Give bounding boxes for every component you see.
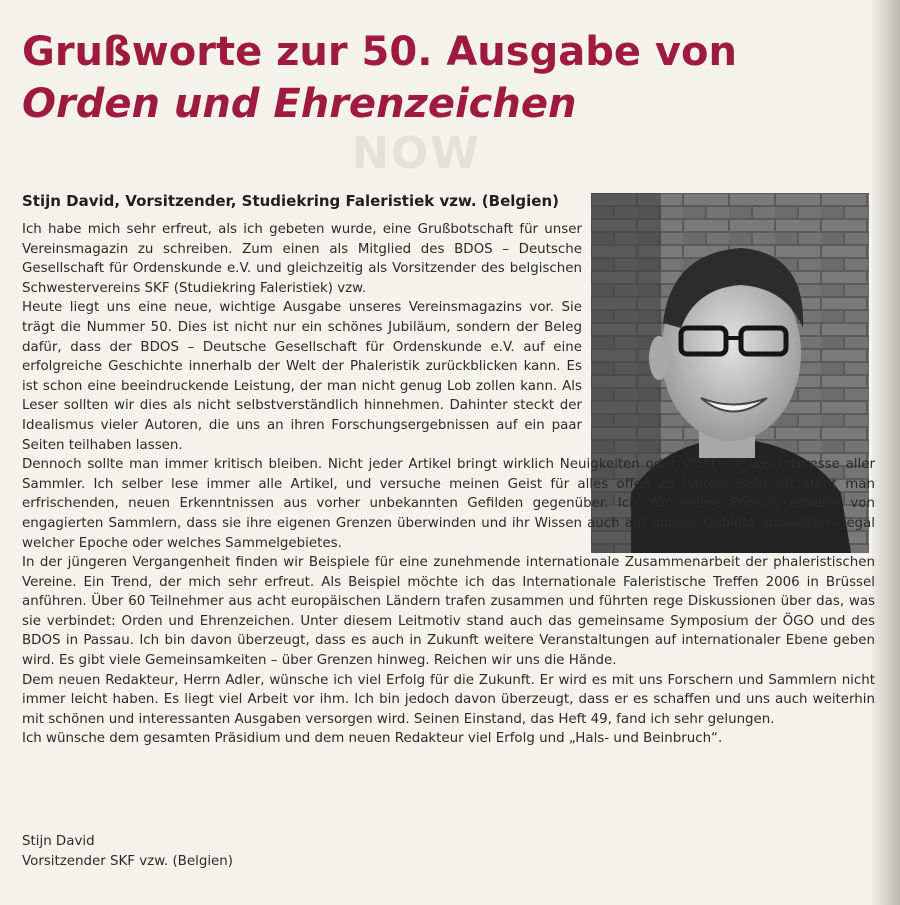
paragraph: Dennoch sollte man immer kritisch bleiben. Nicht jeder Artikel bringt wirklich Neuigkeiten oder stößt auf das Interesse aller Sammler. Ich selber lese immer alle Artikel, und versuche meinen Geist für alles offen zu halten. Sehr oft steht man erfrischenden, neuen Erkenntnissen aus vorher unbekannten Gefilden gegenüber. Ich, für meine Person, erwarte von engagierten Sammlern, dass sie ihre eigenen Grenzen überwinden und ihr Wissen auch auf andere Gebiete ausweiten – egal welcher Epoche oder welches Sammelgebietes.: [22, 457, 875, 551]
watermark-text: NOW: [352, 128, 481, 179]
paragraph: Dem neuen Redakteur, Herrn Adler, wünsche ich viel Erfolg für die Zukunft. Er wird es mit uns Forschern und Sammlern nicht immer leicht haben. Es liegt viel Arbeit vor ihm. Ich bin jedoch davon überzeugt, dass er es schaffen und uns auch weiterhin mit schönen und interessanten Ausgaben versorgen wird. Seinen Einstand, das Heft 49, fand ich sehr gelungen.: [22, 672, 875, 727]
signature-name: Stijn David: [22, 834, 95, 849]
article-body: [22, 220, 875, 749]
title-line-1: Grußworte zur 50. Ausgabe von: [22, 29, 737, 75]
paragraph: Heute liegt uns eine neue, wichtige Ausgabe unseres Vereinsmagazins vor. Sie trägt die Nummer 50. Dies ist nicht nur ein schönes Jubiläum, sondern der Beleg dafür, dass der BDOS – Deutsche Gesellschaft für Ordenskunde e.V. auf eine erfolgreiche Geschichte innerhalb der Welt der Phaleristik zurückblicken kann. Es ist schon eine beeindruckende Leistung, der man nicht genug Lob zollen kann. Als Leser sollten wir dies als nicht selbstverständlich hinnehmen. Dahinter steckt der Idealismus vieler Autoren, die uns an ihren Forschungsergebnissen auf ein paar Seiten teilhaben lassen.: [22, 300, 582, 453]
paragraph: Ich habe mich sehr erfreut, als ich gebeten wurde, eine Grußbotschaft für unser Vereinsmagazin zu schreiben. Zum einen als Mitglied des BDOS – Deutsche Gesellschaft für Ordenskunde e.V. und gleichzeitig als Vorsitzender des belgischen Schwestervereins SKF (Studiekring Faleristiek) vzw.: [22, 222, 582, 296]
page-title: [22, 26, 737, 130]
title-line-2: Orden und Ehrenzeichen: [22, 81, 577, 127]
page-binding-edge: [872, 0, 900, 905]
author-byline: Stijn David, Vorsitzender, Studiekring Faleristiek vzw. (Belgien): [22, 192, 559, 210]
signature-block: [22, 832, 233, 871]
signature-role: Vorsitzender SKF vzw. (Belgien): [22, 853, 233, 869]
paragraph: In der jüngeren Vergangenheit finden wir Beispiele für eine zunehmende internationale Zusammenarbeit der phaleristischen Vereine. Ein Trend, der mich sehr erfreut. Als Beispiel möchte ich das Internationale Faleristische Treffen 2006 in Brüssel anführen. Über 60 Teilnehmer aus acht europäischen Ländern trafen zusammen und führten rege Diskussionen über das, was sie verbindet: Orden und Ehrenzeichen. Unter diesem Leitmotiv stand auch das gemeinsame Symposium der ÖGO und des BDOS in Passau. Ich bin davon überzeugt, dass es auch in Zukunft weitere Veranstaltungen auf internationaler Ebene geben wird. Es gibt viele Gemeinsamkeiten – über Grenzen hinweg. Reichen wir uns die Hände.: [22, 555, 875, 669]
paragraph: Ich wünsche dem gesamten Präsidium und dem neuen Redakteur viel Erfolg und „Hals- und Beinbruch“.: [22, 731, 723, 747]
